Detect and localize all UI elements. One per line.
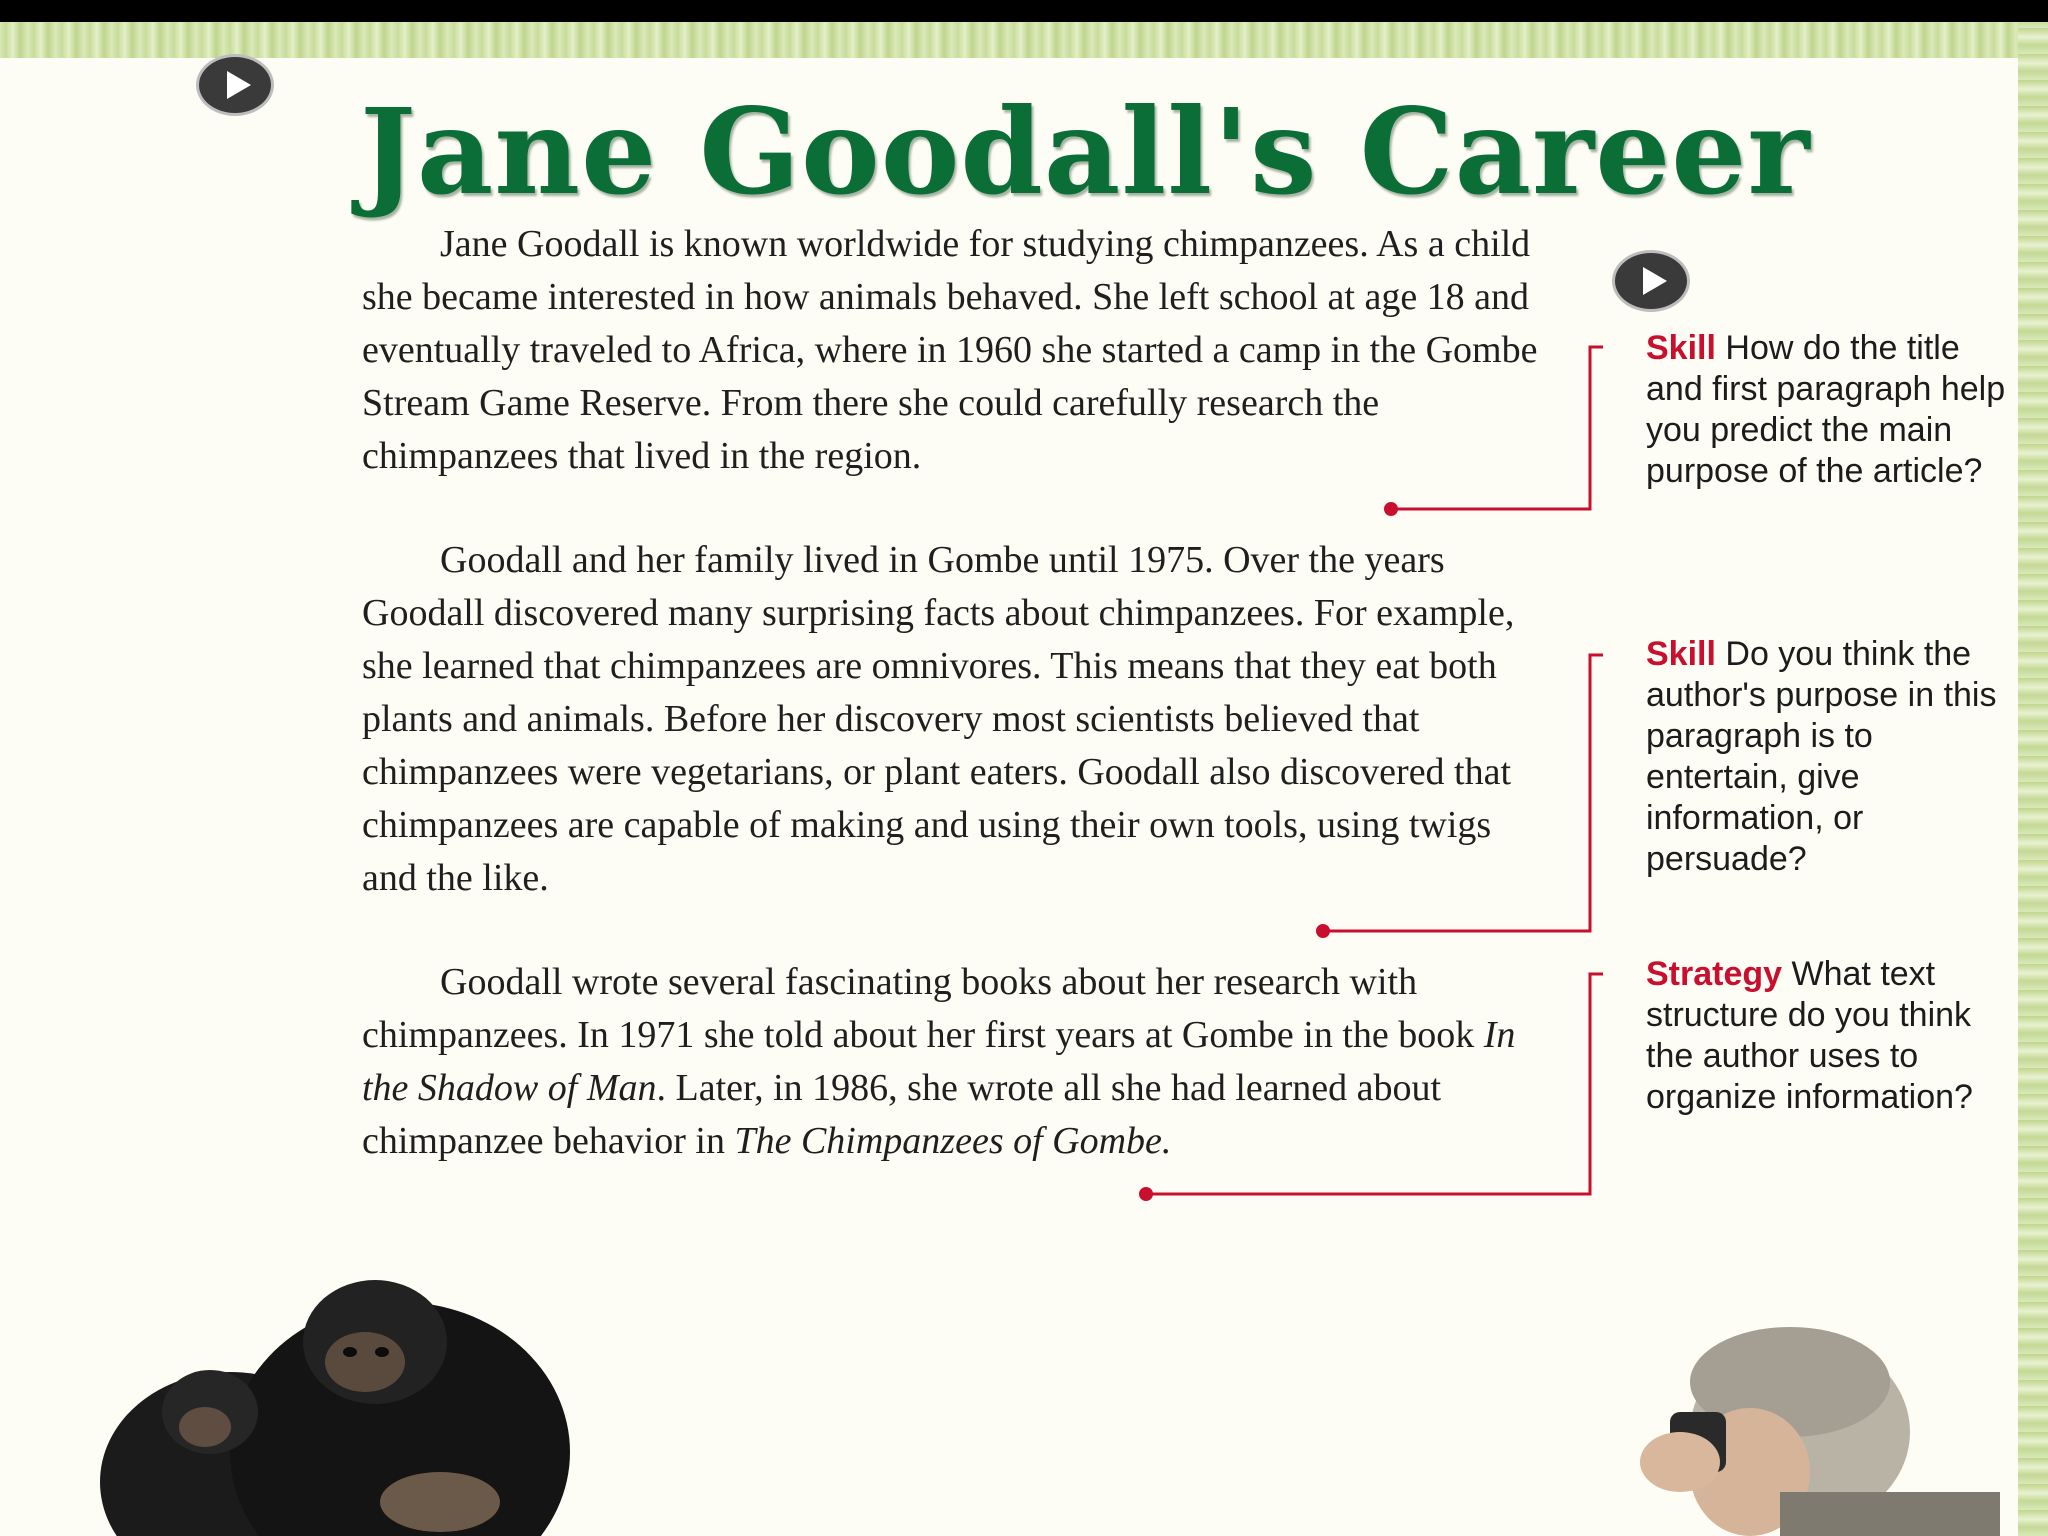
callout-dot-2 <box>1316 924 1330 938</box>
book-title-shadow-of-man: In the Shadow of Man <box>362 1014 1516 1109</box>
paragraph-2: Goodall and her family lived in Gombe until 1975. Over the years Goodall discovered many surprising facts about chimpanzees. For example, she learned that chimpanzees are omnivores. This means that they eat both plants and animals. Before her discovery most scientists believed that chimpanzees were vegetarians, or plant eaters. Goodall also discovered that chimpanzees are capable of making and using their own tools, using twigs and the like. <box>362 539 1515 899</box>
sidenote-text: How do the title and first paragraph help you predict the main purpose of the article? <box>1646 329 2006 490</box>
sidenote-skill-1 <box>1646 328 2016 492</box>
sidenote-text: What text structure do you think the author uses to organize information? <box>1646 955 1973 1116</box>
sidenote-text: Do you think the author's purpose in this paragraph is to entertain, give information, or persuade? <box>1646 635 1997 878</box>
callout-line-1 <box>1393 347 1603 509</box>
callout-dot-3 <box>1139 1187 1153 1201</box>
callout-dot-1 <box>1384 502 1398 516</box>
callout-line-3 <box>1148 974 1603 1194</box>
sidenote-label: Skill <box>1646 635 1716 673</box>
sidenote-skill-2 <box>1646 634 2016 880</box>
paragraph-3-text-a: Goodall wrote several fascinating books about her research with chimpanzees. In 1971 she told about her first years at Gombe in the book <box>362 961 1475 1056</box>
textbook-page <box>0 22 2048 1536</box>
chimpanzee-photo <box>100 1262 620 1536</box>
paragraph-3-text-b: . Later, in 1986, she wrote all she had learned about chimpanzee behavior in <box>362 1067 1442 1162</box>
book-title-chimpanzees-of-gombe: The Chimpanzees of Gombe. <box>734 1120 1172 1162</box>
sidenote-strategy <box>1646 954 2016 1118</box>
jane-goodall-photo <box>1600 1322 2018 1536</box>
callout-line-2 <box>1325 655 1603 931</box>
paragraph-1: Jane Goodall is known worldwide for studying chimpanzees. As a child she became interested in how animals behaved. She left school at age 18 and eventually traveled to Africa, where in 1960 she started a camp in the Gombe Stream Game Reserve. From there she could carefully research the chimpanzees that lived in the region. <box>362 223 1538 477</box>
page-title: Jane Goodall's Career <box>360 82 1811 221</box>
sidenote-label: Strategy <box>1646 955 1783 993</box>
sidenote-label: Skill <box>1646 329 1716 367</box>
